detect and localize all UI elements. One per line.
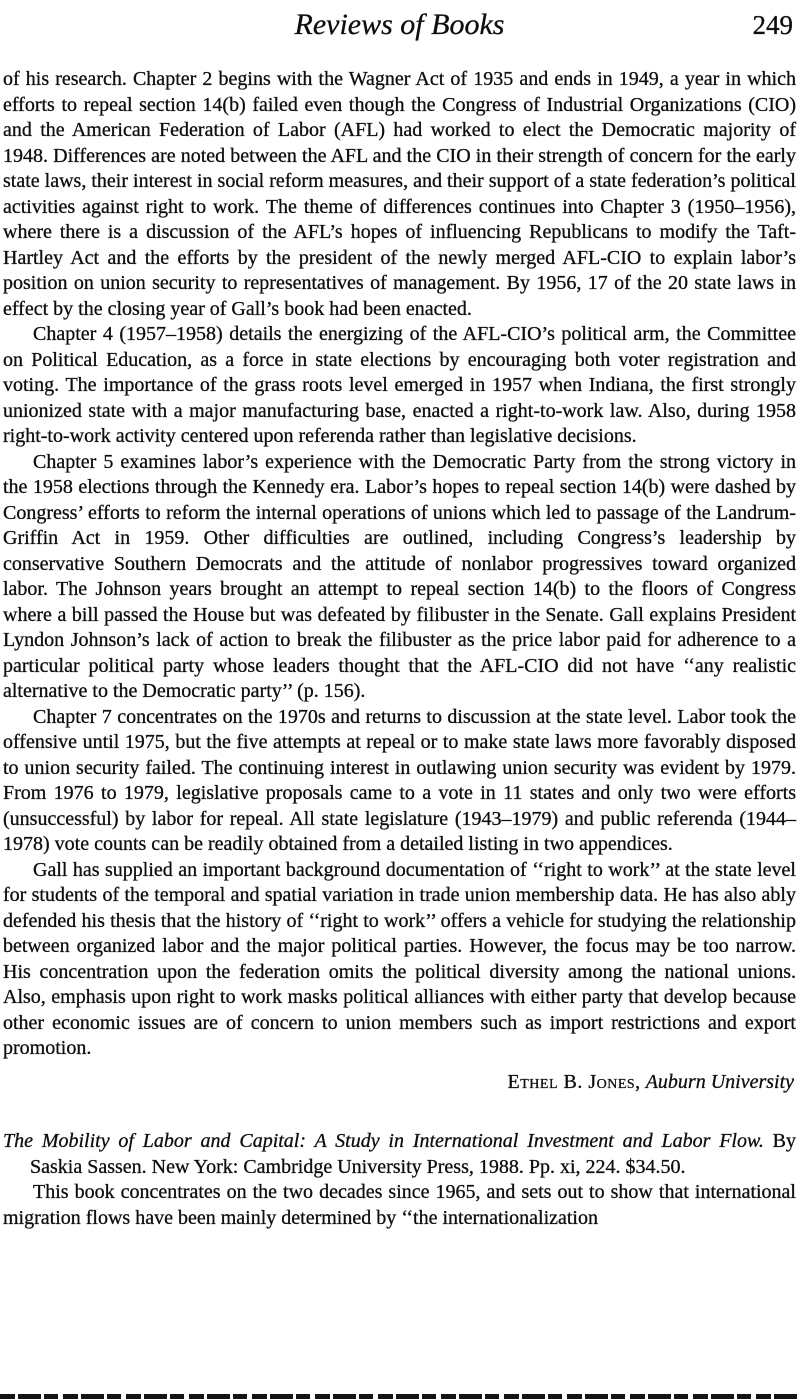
book-citation [3,1129,796,1180]
review-paragraph-1: of his research. Chapter 2 begins with the Wagner Act of 1935 and ends in 1949, a year in which efforts to repeal section 14(b) failed even though the Congress of Industrial Organizations (CIO) and the American Federation of Labor (AFL) had worked to elect the Democratic majority of 1948. Differences are noted between the AFL and the CIO in their strength of concern for the early state laws, their interest in social reform measures, and their support of a state federation’s political activities against right to work. The theme of differences continues into Chapter 3 (1950–1956), where there is a discussion of the AFL’s hopes of influencing Republicans to modify the Taft-Hartley Act and the efforts by the president of the newly merged AFL-CIO to explain labor’s position on union security to representatives of management. By 1956, 17 of the 20 state laws in effect by the closing year of Gall’s book had been enacted. [3,68,796,320]
section-title: Reviews of Books [294,8,505,41]
page-number: 249 [752,10,793,40]
review-paragraph-4: Chapter 7 concentrates on the 1970s and returns to discussion at the state level. Labor took the offensive until 1975, but the five attempts at repeal or to make state laws more favorably disposed to union security failed. The continuing interest in outlawing union security was evident by 1979. From 1976 to 1979, legislative proposals came to a vote in 11 states and only two were efforts (unsuccessful) by labor for repeal. All state legislature (1943–1979) and public referenda (1944–1978) vote counts can be readily obtained from a detailed listing in two appendices. [3,705,796,855]
book-publication-info: By Saskia Sassen. New York: Cambridge University Press, 1988. Pp. xi, 224. $34.50. [30,1130,797,1178]
reviewer-affiliation: Auburn University [645,1070,794,1093]
clipped-next-line [0,1394,800,1399]
book-title: The Mobility of Labor and Capital: A Study in International Investment and Labor Flow. [3,1130,764,1152]
review-paragraph-2: Chapter 4 (1957–1958) details the energizing of the AFL-CIO’s political arm, the Committee on Political Education, as a force in state elections by encouraging both voter registration and voting. The importance of the grass roots level emerged in 1957 when Indiana, the first strongly unionized state with a major manufacturing base, enacted a right-to-work law. Also, during 1958 right-to-work activity centered upon referenda rather than legislative decisions. [3,323,796,447]
review-paragraph-5: Gall has supplied an important background documentation of ‘‘right to work’’ at the state level for students of the temporal and spatial variation in trade union membership data. He has also ably defended his thesis that the history of ‘‘right to work’’ offers a vehicle for studying the relationship between organized labor and the major political parties. However, the focus may be too narrow. His concentration upon the federation omits the political diversity among the national unions. Also, emphasis upon right to work masks political alliances with either party that develop because other economic issues are of concern to union members such as import restrictions and export promotion. [3,858,796,1059]
next-review-opening-paragraph: This book concentrates on the two decades since 1965, and sets out to show that international migration flows have been mainly determined by ‘‘the internationalization [3,1181,796,1229]
review-paragraph-3: Chapter 5 examines labor’s experience with the Democratic Party from the strong victory in the 1958 elections through the Kennedy era. Labor’s hopes to repeal section 14(b) were dashed by Congress’ efforts to reform the internal operations of unions which led to passage of the Landrum-Griffin Act in 1959. Other difficulties are outlined, including Congress’s leadership by conservative Southern Democrats and the attitude of nonlabor progressives toward organized labor. The Johnson years brought an attempt to repeal section 14(b) to the floors of Congress where a bill passed the House but was defeated by filibuster in the Senate. Gall explains President Lyndon Johnson’s lack of action to break the filibuster as the price labor paid for adherence to a particular political party whose leaders thought that the AFL-CIO did not have ‘‘any realistic alternative to the Democratic party’’ (p. 156). [3,450,796,702]
reviewer-name: Ethel B. Jones, [507,1070,641,1093]
review-body [3,67,796,1231]
reviewer-signature [3,1070,796,1096]
running-head [3,6,796,48]
